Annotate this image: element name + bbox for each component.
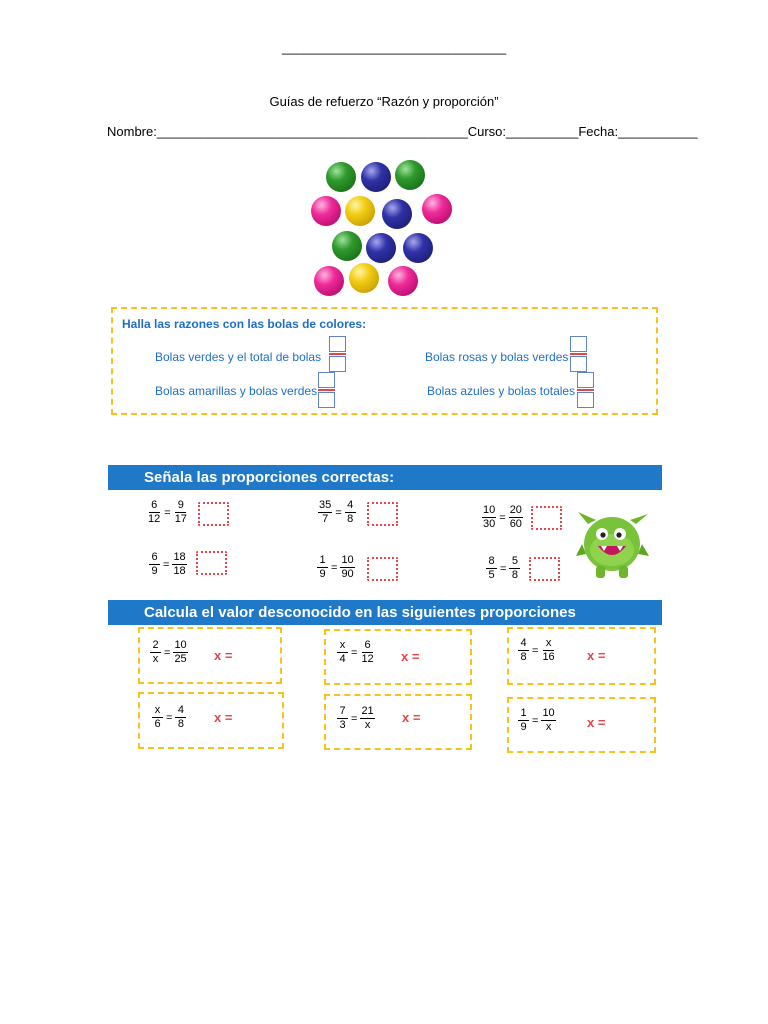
blue-ball	[403, 233, 433, 263]
student-info-line: Nombre:___________________________________________Curso:__________Fecha:___________	[107, 124, 698, 139]
ratio-answer-fraction[interactable]	[318, 372, 335, 408]
section-correct-proportions-title: Señala las proporciones correctas:	[108, 465, 662, 490]
ratios-heading: Halla las razones con las bolas de colores:	[122, 317, 367, 331]
yellow-ball	[345, 196, 375, 226]
answer-field[interactable]: x =	[401, 649, 420, 664]
proportion-problem: $\frac{x}{4}$ = $\frac{6}{12}$	[337, 640, 375, 665]
ratio-item-green-total: Bolas verdes y el total de bolas	[155, 350, 322, 364]
ratio-item-blue-total: Bolas azules y bolas totales	[427, 384, 576, 398]
proportion-item: $\frac{1}{9}$ = $\frac{10}{90}$	[317, 555, 355, 580]
pink-ball	[311, 196, 341, 226]
ratios-box	[111, 307, 658, 415]
proportion-problem: $\frac{x}{6}$ = $\frac{4}{8}$	[152, 705, 186, 730]
answer-field[interactable]: x =	[214, 648, 233, 663]
answer-field[interactable]: x =	[402, 710, 421, 725]
pink-ball	[314, 266, 344, 296]
problem-box	[324, 694, 472, 750]
answer-field[interactable]: x =	[214, 710, 233, 725]
problem-box	[507, 697, 656, 753]
blue-ball	[361, 162, 391, 192]
answer-field[interactable]: x =	[587, 715, 606, 730]
ratio-answer-fraction[interactable]	[329, 336, 346, 372]
blue-ball	[366, 233, 396, 263]
problem-box	[138, 627, 282, 684]
green-ball	[326, 162, 356, 192]
proportion-checkbox[interactable]	[367, 557, 398, 581]
proportion-checkbox[interactable]	[198, 502, 229, 526]
proportion-item: $\frac{6}{9}$ = $\frac{18}{18}$	[149, 552, 187, 577]
ratio-answer-fraction[interactable]	[577, 372, 594, 408]
problem-box	[324, 629, 472, 685]
answer-field[interactable]: x =	[587, 648, 606, 663]
ratio-item-pink-green: Bolas rosas y bolas verdes	[425, 350, 569, 364]
proportion-item: $\frac{10}{30}$ = $\frac{20}{60}$	[483, 504, 522, 530]
proportion-item: $\frac{35}{7}$ = $\frac{4}{8}$	[318, 500, 356, 525]
pink-ball	[388, 266, 418, 296]
proportion-checkbox[interactable]	[529, 557, 560, 581]
proportion-item: $\frac{6}{12}$ = $\frac{9}{17}$	[148, 499, 187, 525]
proportion-problem: $\frac{2}{x}$ = $\frac{10}{25}$	[150, 640, 188, 665]
ratio-answer-fraction[interactable]	[570, 336, 587, 372]
proportion-item: $\frac{8}{5}$ = $\frac{5}{8}$	[486, 556, 520, 581]
green-ball	[395, 160, 425, 190]
yellow-ball	[349, 263, 379, 293]
pink-ball	[422, 194, 452, 224]
section-unknown-value-title: Calcula el valor desconocido en las siguientes proporciones	[108, 600, 662, 625]
ratio-item-yellow-green: Bolas amarillas y bolas verdes	[155, 384, 318, 398]
proportion-checkbox[interactable]	[531, 506, 562, 530]
problem-box	[507, 627, 656, 685]
proportion-checkbox[interactable]	[196, 551, 227, 575]
green-ball	[332, 231, 362, 261]
proportion-problem: $\frac{7}{3}$ = $\frac{21}{x}$	[337, 706, 375, 731]
proportion-problem: $\frac{4}{8}$ = $\frac{x}{16}$	[518, 638, 556, 663]
page-title: Guías de refuerzo “Razón y proporción”	[269, 94, 499, 109]
problem-box	[138, 692, 284, 749]
top-name-line: _______________________________	[282, 40, 507, 55]
proportion-checkbox[interactable]	[367, 502, 398, 526]
blue-ball	[382, 199, 412, 229]
proportion-problem: $\frac{1}{9}$ = $\frac{10}{x}$	[518, 708, 556, 733]
green-monster-illustration	[574, 510, 650, 580]
